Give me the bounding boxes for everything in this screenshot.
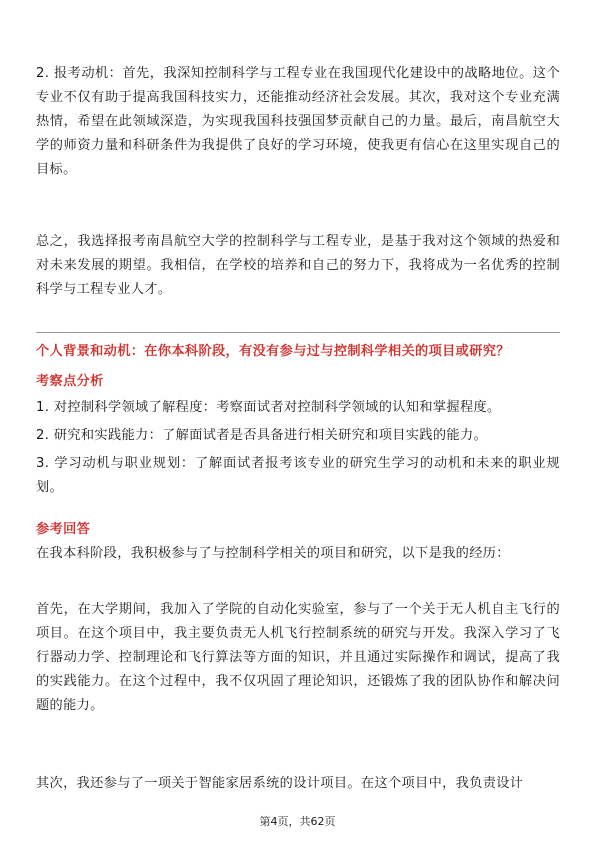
analysis-item: 1. 对控制科学领域了解程度：考察面试者对控制科学领域的认知和掌握程度。 bbox=[36, 400, 501, 415]
answer-intro: 在我本科阶段，我积极参与了与控制科学相关的项目和研究，以下是我的经历： bbox=[36, 546, 510, 561]
paragraph-motive: 2. 报考动机：首先，我深知控制科学与工程专业在我国现代化建设中的战略地位。这个专业不仅有助于提高我国科技实力，还能推动经济社会发展。其次，我对这个专业充满热情，希望在此领域深造，为实现我国科技强国梦贡献自己的力量。最后，南昌航空大学的师资力量和科研条件为我提供了良好的学习环境，使我更有信心在这里实现自己的目标。 bbox=[36, 66, 560, 177]
page-number: 第4页，共62页 bbox=[259, 815, 336, 828]
question-title: 个人背景和动机：在你本科阶段，有没有参与过与控制科学相关的项目或研究？ bbox=[36, 344, 510, 359]
analysis-heading: 考察点分析 bbox=[36, 374, 104, 389]
section-divider bbox=[36, 332, 560, 333]
analysis-item: 2. 研究和实践能力：了解面试者是否具备进行相关研究和项目实践的能力。 bbox=[36, 428, 488, 443]
answer-heading: 参考回答 bbox=[36, 522, 91, 537]
answer-paragraph-second: 其次，我还参与了一项关于智能家居系统的设计项目。在这个项目中，我负责设计 bbox=[36, 776, 524, 791]
analysis-item: 3. 学习动机与职业规划：了解面试者报考该专业的研究生学习的动机和未来的职业规划。 bbox=[36, 456, 560, 495]
answer-paragraph-first: 首先，在大学期间，我加入了学院的自动化实验室，参与了一个关于无人机自主飞行的项目。在这个项目中，我主要负责无人机飞行控制系统的研究与开发。我深入学习了飞行器动力学、控制理论和飞行算法等方面的知识，并且通过实际操作和调试，提高了我的实践能力。在这个过程中，我不仅巩固了理论知识，还锻炼了我的团队协作和解决问题的能力。 bbox=[36, 602, 560, 713]
paragraph-summary: 总之，我选择报考南昌航空大学的控制科学与工程专业，是基于我对这个领域的热爱和对未来发展的期望。我相信，在学校的培养和自己的努力下，我将成为一名优秀的控制科学与工程专业人才。 bbox=[36, 234, 560, 297]
